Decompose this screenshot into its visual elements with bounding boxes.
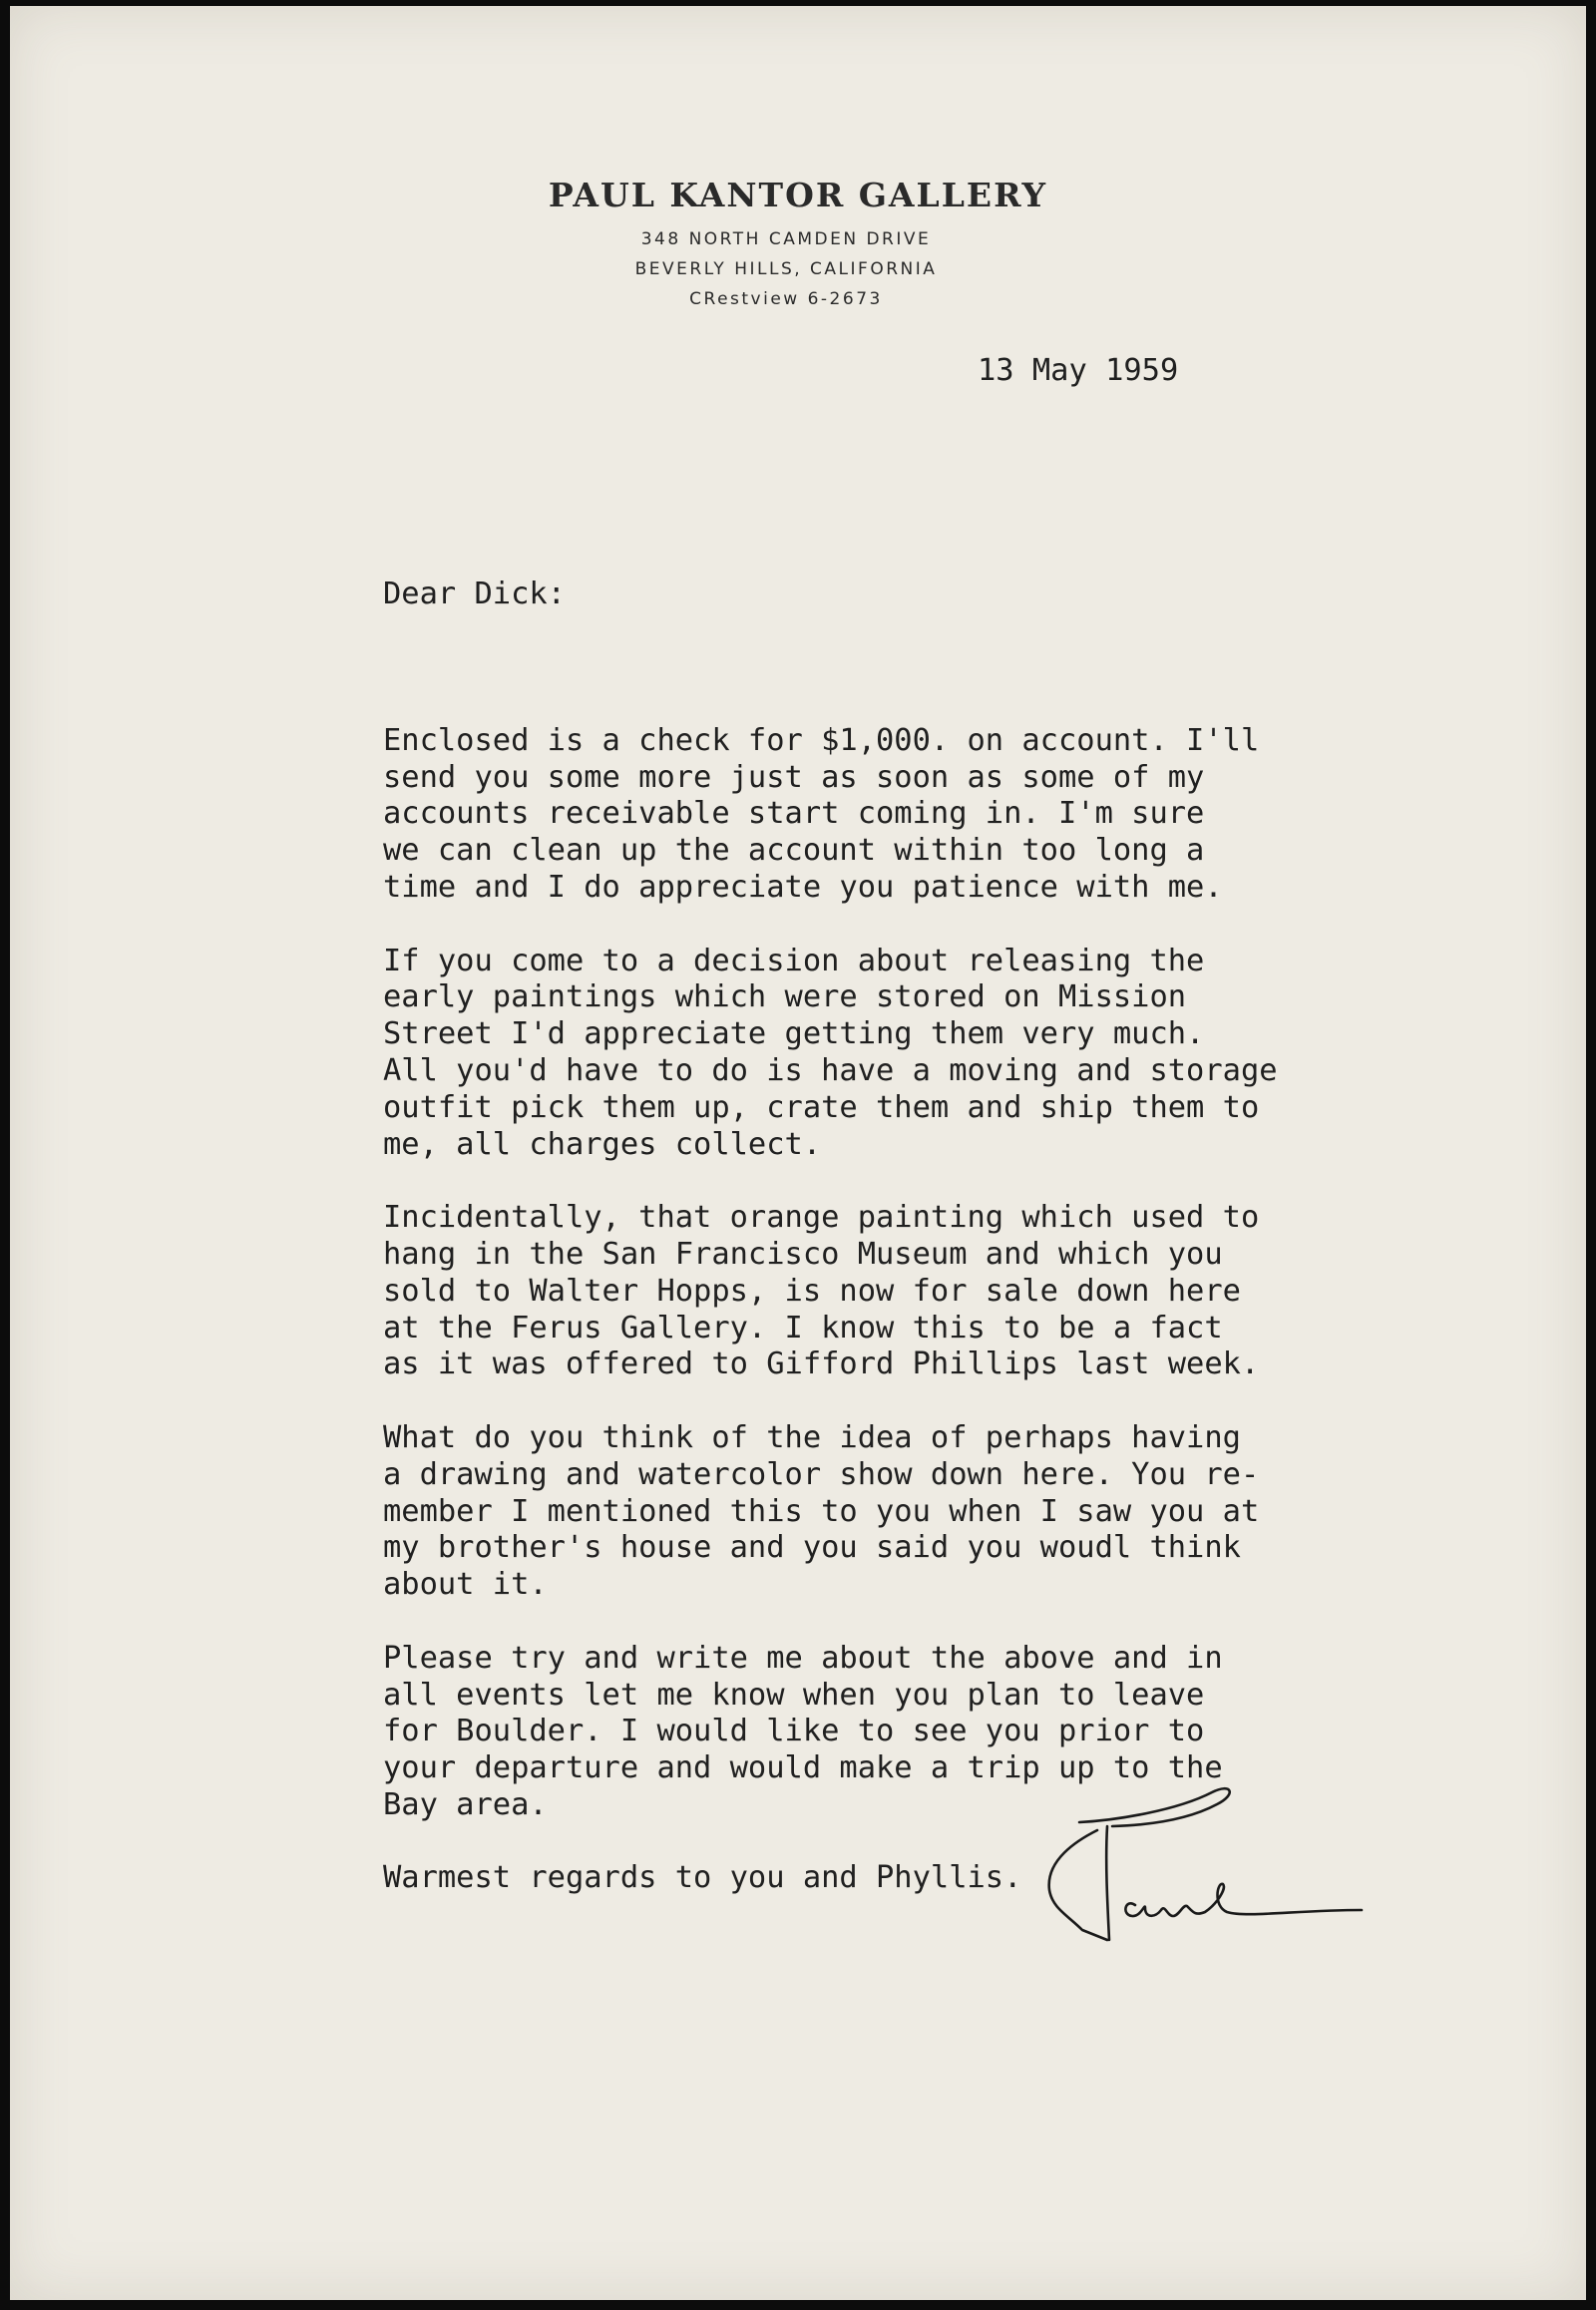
paragraph-line: as it was offered to Gifford Phillips last week. xyxy=(383,1347,1260,1382)
signature-paul xyxy=(1037,1780,1377,1950)
paragraph-line: Street I'd appreciate getting them very much. xyxy=(383,1016,1205,1052)
paragraph-line: accounts receivable start coming in. I'm sure xyxy=(383,796,1205,832)
paragraph-line: Warmest regards to you and Phyllis. xyxy=(383,1860,1022,1896)
paragraph-line: early paintings which were stored on Mission xyxy=(383,979,1187,1015)
paragraph-line: What do you think of the idea of perhaps having xyxy=(383,1419,1241,1455)
paragraph-line: all events let me know when you plan to leave xyxy=(383,1677,1205,1713)
letter-date: 13 May 1959 xyxy=(978,353,1179,388)
paragraph-line: hang in the San Francisco Museum and which you xyxy=(383,1236,1223,1272)
paragraph-line: outfit pick them up, crate them and ship them to xyxy=(383,1089,1260,1125)
letterhead-gallery-name: PAUL KANTOR GALLERY xyxy=(548,176,1048,214)
paragraph-line: for Boulder. I would like to see you prior to xyxy=(383,1714,1205,1749)
paragraph-line: my brother's house and you said you woudl think xyxy=(383,1530,1241,1566)
paragraph xyxy=(383,723,1440,907)
paragraphs xyxy=(383,723,1440,1898)
salutation: Dear Dick: xyxy=(383,576,566,611)
paragraph-line: a drawing and watercolor show down here. You re- xyxy=(383,1456,1260,1492)
paragraph-line: me, all charges collect. xyxy=(383,1126,822,1162)
paragraph-line: your departure and would make a trip up to the xyxy=(383,1750,1223,1786)
paragraph-line: at the Ferus Gallery. I know this to be a fact xyxy=(383,1310,1223,1346)
paragraph-line: sold to Walter Hopps, is now for sale down here xyxy=(383,1273,1241,1309)
paragraph-line: Bay area. xyxy=(383,1786,548,1822)
paragraph xyxy=(383,1420,1440,1604)
paragraph-line: we can clean up the account within too long a xyxy=(383,833,1205,869)
paragraph-line: Enclosed is a check for $1,000. on account. I'll xyxy=(383,722,1260,758)
letterhead-phone: CRestview 6-2673 xyxy=(689,289,883,309)
letter-body xyxy=(383,503,1440,1971)
paragraph-line: about it. xyxy=(383,1567,548,1603)
paragraph-line: Please try and write me about the above and in xyxy=(383,1640,1223,1676)
paragraph-line: If you come to a decision about releasing the xyxy=(383,943,1205,978)
paragraph-line: Incidentally, that orange painting which used to xyxy=(383,1200,1260,1236)
paragraph xyxy=(383,1200,1440,1383)
paragraph-line: send you some more just as soon as some of my xyxy=(383,759,1205,795)
paragraph xyxy=(383,944,1440,1164)
paragraph-line: All you'd have to do is have a moving and storage xyxy=(383,1052,1278,1088)
letterhead-address-line1: 348 NORTH CAMDEN DRIVE xyxy=(640,229,932,249)
paragraph-line: time and I do appreciate you patience with me. xyxy=(383,869,1223,905)
paragraph-line: member I mentioned this to you when I saw you at xyxy=(383,1493,1260,1529)
letterhead-address-line2: BEVERLY HILLS, CALIFORNIA xyxy=(634,259,938,279)
